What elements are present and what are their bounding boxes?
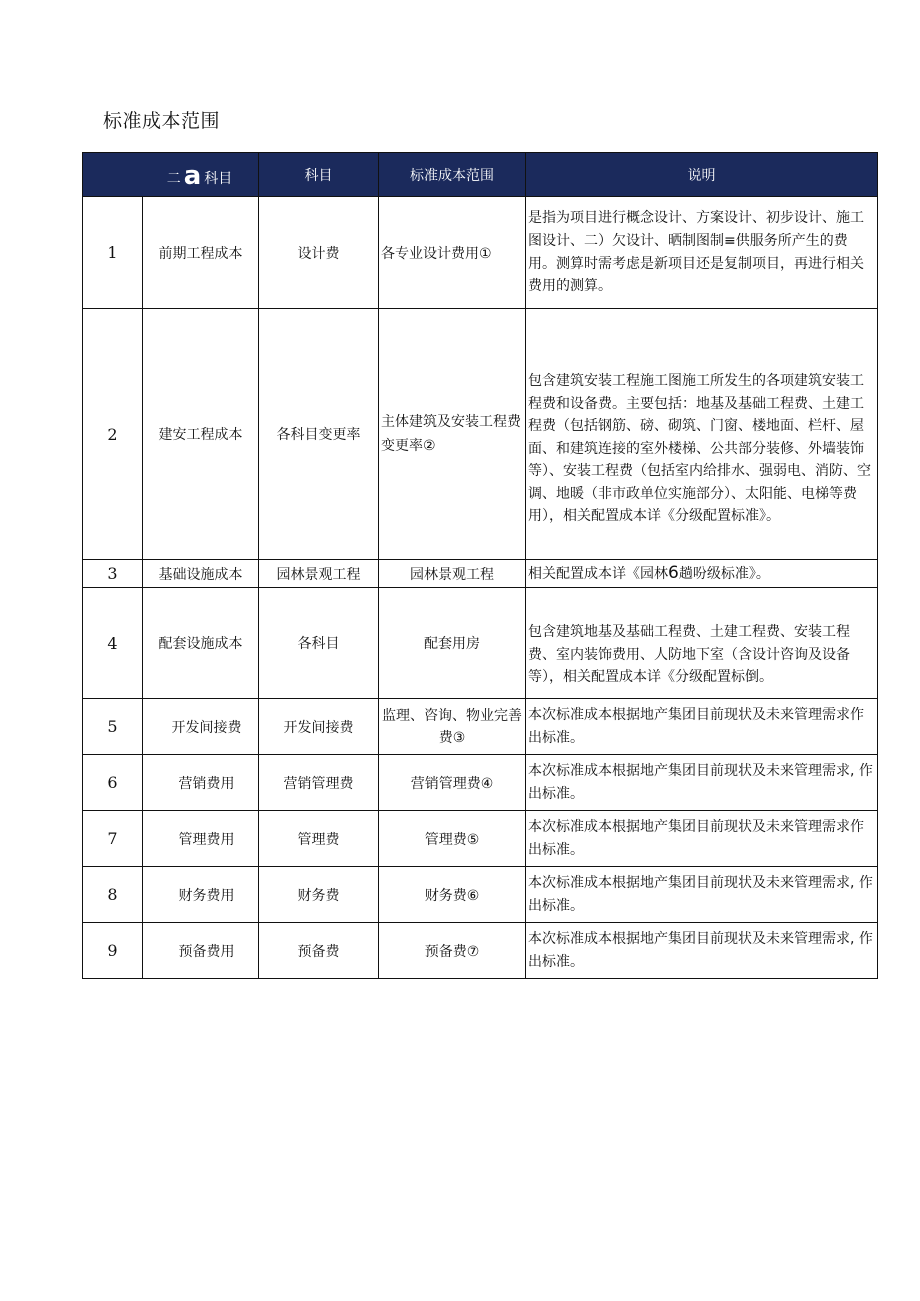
row-number: 4 [83, 588, 143, 699]
header-col-subject: 科目 [259, 153, 379, 197]
row-description: 本次标准成本根据地产集团目前现状及未来管理需求, 作出标准。 [526, 923, 878, 979]
row-subject: 园林景观工程 [259, 560, 379, 588]
row-subject: 各科目 [259, 588, 379, 699]
row-scope: 园林景观工程 [379, 560, 526, 588]
row-description: 本次标准成本根据地产集团目前现状及未来管理需求作出标准。 [526, 699, 878, 755]
row-category: 开发间接费 [143, 699, 259, 755]
page-title: 标准成本范围 [103, 110, 221, 132]
row-scope: 营销管理费④ [379, 755, 526, 811]
row-number: 2 [83, 309, 143, 560]
header-col-category-big: a [183, 160, 202, 191]
row-category: 建安工程成本 [143, 309, 259, 560]
row-scope: 主体建筑及安装工程费变更率② [379, 309, 526, 560]
row-category: 配套设施成本 [143, 588, 259, 699]
row-description: 本次标准成本根据地产集团目前现状及未来管理需求, 作出标准。 [526, 867, 878, 923]
row-description-part-c: 趟吩级标准》。 [678, 565, 770, 582]
row-description: 本次标准成本根据地产集团目前现状及未来管理需求作出标准。 [526, 811, 878, 867]
row-number: 8 [83, 867, 143, 923]
row-description: 包含建筑安装工程施工图施工所发生的各项建筑安装工程费和设备费。主要包括：地基及基础工程费、土建工程费（包括钢筋、磅、砌筑、门窗、楼地面、栏杆、屋面、和建筑连接的室外楼梯、公共部分装修、外墙装饰等）、安装工程费（包括室内给排水、强弱电、消防、空调、地暖（非市政单位实施部分）、太阳能、电梯等费用），相关配置成本详《分级配置标准》。 [526, 309, 878, 560]
table-row [83, 867, 878, 923]
row-subject: 各科目变更率 [259, 309, 379, 560]
row-subject: 设计费 [259, 197, 379, 309]
row-subject: 财务费 [259, 867, 379, 923]
row-category: 前期工程成本 [143, 197, 259, 309]
row-subject: 营销管理费 [259, 755, 379, 811]
row-description-part-a: 相关配置成本详《园林 [528, 565, 669, 582]
row-description [526, 560, 878, 588]
row-number: 9 [83, 923, 143, 979]
row-category: 管理费用 [143, 811, 259, 867]
header-col-desc: 说明 [526, 153, 878, 197]
row-category: 财务费用 [143, 867, 259, 923]
table-row [83, 923, 878, 979]
row-description: 包含建筑地基及基础工程费、土建工程费、安装工程费、室内装饰费用、人防地下室（含设计咨询及设备等），相关配置成本详《分级配置标倒。 [526, 588, 878, 699]
table-row [83, 197, 878, 309]
table-row [83, 309, 878, 560]
header-col-scope: 标准成本范围 [379, 153, 526, 197]
row-scope: 管理费⑤ [379, 811, 526, 867]
row-number: 3 [83, 560, 143, 588]
row-subject: 开发间接费 [259, 699, 379, 755]
row-scope: 各专业设计费用① [379, 197, 526, 309]
header-col-category-suffix: 科目 [204, 170, 233, 187]
table-row [83, 560, 878, 588]
row-category: 预备费用 [143, 923, 259, 979]
row-number: 5 [83, 699, 143, 755]
row-scope: 监理、咨询、物业完善费③ [379, 699, 526, 755]
row-number: 7 [83, 811, 143, 867]
row-category: 营销费用 [143, 755, 259, 811]
row-description-part-b: 6 [668, 562, 679, 583]
row-scope: 财务费⑥ [379, 867, 526, 923]
header-col-category-prefix: 二 [166, 170, 181, 187]
row-subject: 管理费 [259, 811, 379, 867]
row-scope: 配套用房 [379, 588, 526, 699]
table-row [83, 699, 878, 755]
row-scope: 预备费⑦ [379, 923, 526, 979]
row-category: 基础设施成本 [143, 560, 259, 588]
table-header-row [83, 153, 878, 197]
table-row [83, 755, 878, 811]
row-description: 本次标准成本根据地产集团目前现状及未来管理需求, 作出标准。 [526, 755, 878, 811]
row-number: 1 [83, 197, 143, 309]
row-number: 6 [83, 755, 143, 811]
header-col-category [83, 153, 259, 197]
row-subject: 预备费 [259, 923, 379, 979]
table-row [83, 588, 878, 699]
cost-scope-table [82, 152, 878, 979]
table-row [83, 811, 878, 867]
row-description: 是指为项目进行概念设计、方案设计、初步设计、施工图设计、二）欠设计、晒制图制≡供服务所产生的费用。测算时需考虑是新项目还是复制项目，再进行相关费用的测算。 [526, 197, 878, 309]
